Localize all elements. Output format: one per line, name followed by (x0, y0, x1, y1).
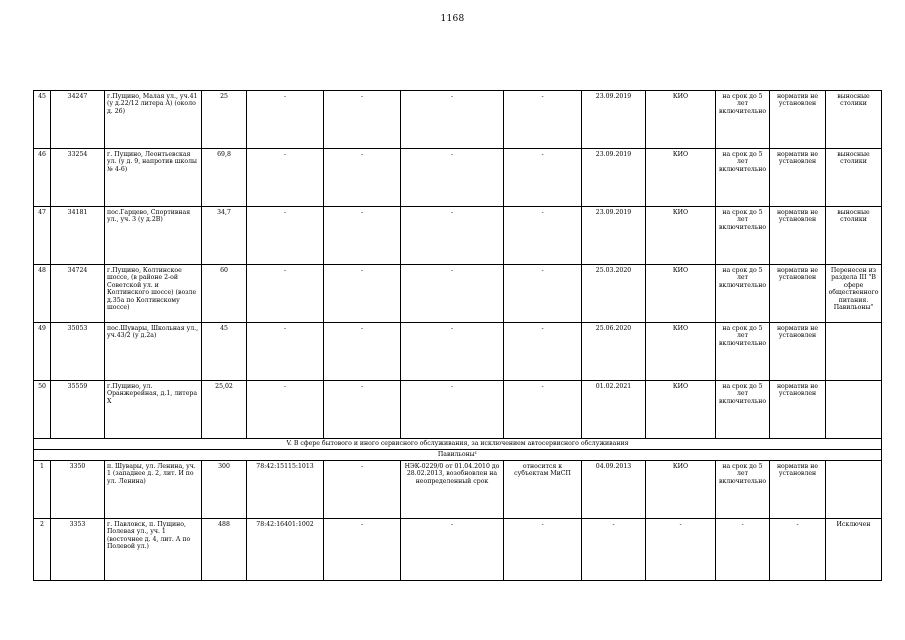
row-type: КИО (646, 91, 716, 149)
row-purpose: выносные столики (826, 207, 882, 265)
row-area: 25 (202, 91, 247, 149)
row-contract: - (401, 91, 504, 149)
row-col6: - (324, 381, 401, 439)
row-number: 47 (34, 207, 51, 265)
row-cadastral: - (247, 149, 324, 207)
row-col6: - (324, 519, 401, 581)
row-col6: - (324, 461, 401, 519)
row-area: 25,02 (202, 381, 247, 439)
row-number: 49 (34, 323, 51, 381)
row-id: 35559 (51, 381, 105, 439)
row-smb: - (504, 207, 582, 265)
row-cadastral: 78:42:15115:1013 (247, 461, 324, 519)
row-number: 45 (34, 91, 51, 149)
row-term: на срок до 5 лет включительно (716, 207, 770, 265)
row-purpose: Перенесен из раздела III "В сфере общественного питания. Павильоны" (826, 265, 882, 323)
row-contract: - (401, 207, 504, 265)
row-cadastral: - (247, 381, 324, 439)
row-col6: - (324, 149, 401, 207)
subsection-title: Павильоны¹ (34, 450, 882, 461)
row-col6: - (324, 323, 401, 381)
subsection-header-row (34, 450, 882, 461)
row-smb: - (504, 91, 582, 149)
row-date: 23.09.2019 (582, 149, 646, 207)
row-date: 25.06.2020 (582, 323, 646, 381)
row-type: - (646, 519, 716, 581)
row-purpose (826, 323, 882, 381)
table-row (34, 149, 882, 207)
row-id: 3353 (51, 519, 105, 581)
row-address: пос.Гарцево, Спортивная ул., уч. 3 (у д.2В) (105, 207, 202, 265)
row-term: - (716, 519, 770, 581)
row-norm: норматив не установлен (770, 265, 826, 323)
row-cadastral: - (247, 207, 324, 265)
table-row (34, 381, 882, 439)
row-purpose: выносные столики (826, 149, 882, 207)
row-smb: - (504, 323, 582, 381)
row-type: КИО (646, 461, 716, 519)
table-row (34, 265, 882, 323)
row-contract: - (401, 149, 504, 207)
row-smb: - (504, 381, 582, 439)
row-date: 04.09.2013 (582, 461, 646, 519)
row-term: на срок до 5 лет включительно (716, 265, 770, 323)
row-type: КИО (646, 149, 716, 207)
row-type: КИО (646, 207, 716, 265)
row-id: 35053 (51, 323, 105, 381)
row-col6: - (324, 207, 401, 265)
row-contract: НЭК-0229/0 от 01.04.2010 до 28.02.2013, возобновлен на неопределенный срок (401, 461, 504, 519)
row-norm: норматив не установлен (770, 381, 826, 439)
row-type: КИО (646, 381, 716, 439)
row-contract: - (401, 519, 504, 581)
row-purpose (826, 381, 882, 439)
row-cadastral: - (247, 91, 324, 149)
row-contract: - (401, 265, 504, 323)
row-norm: норматив не установлен (770, 207, 826, 265)
section-header-row (34, 439, 882, 450)
row-date: - (582, 519, 646, 581)
row-number: 48 (34, 265, 51, 323)
row-smb: относится к субъектам МиСП (504, 461, 582, 519)
row-date: 25.03.2020 (582, 265, 646, 323)
row-id: 34181 (51, 207, 105, 265)
page-number: 1168 (440, 14, 465, 24)
row-cadastral: 78:42:16401:1002 (247, 519, 324, 581)
row-norm: норматив не установлен (770, 461, 826, 519)
row-address: г.Пущино, ул. Оранжерейная, д.1, литера Х (105, 381, 202, 439)
row-address: г.Пущино, Малая ул., уч.41 (у д.22/12 литера А) (около д. 26) (105, 91, 202, 149)
row-area: 300 (202, 461, 247, 519)
table-row (34, 323, 882, 381)
row-number: 2 (34, 519, 51, 581)
row-date: 01.02.2021 (582, 381, 646, 439)
row-date: 23.09.2019 (582, 91, 646, 149)
row-term: на срок до 5 лет включительно (716, 91, 770, 149)
row-purpose (826, 461, 882, 519)
row-contract: - (401, 381, 504, 439)
row-id: 3350 (51, 461, 105, 519)
row-smb: - (504, 149, 582, 207)
table-row (34, 461, 882, 519)
row-norm: норматив не установлен (770, 149, 826, 207)
row-term: на срок до 5 лет включительно (716, 381, 770, 439)
row-number: 50 (34, 381, 51, 439)
row-purpose: Исключен (826, 519, 882, 581)
row-norm: норматив не установлен (770, 323, 826, 381)
row-area: 60 (202, 265, 247, 323)
row-id: 34724 (51, 265, 105, 323)
row-cadastral: - (247, 265, 324, 323)
row-address: г.Пущино, Колтинское шоссе, (в районе 2-ой Советской ул. и Колтинского шоссе) (возле д.35а по Колтинскому шоссе) (105, 265, 202, 323)
row-id: 34247 (51, 91, 105, 149)
row-purpose: выносные столики (826, 91, 882, 149)
table-row (34, 207, 882, 265)
row-col6: - (324, 265, 401, 323)
row-area: 45 (202, 323, 247, 381)
row-address: г. Павловск, п. Пущино, Полевая ул., уч. 1 (восточнее д. 4, лит. А по Полевой ул.) (105, 519, 202, 581)
table-row (34, 91, 882, 149)
row-cadastral: - (247, 323, 324, 381)
row-col6: - (324, 91, 401, 149)
row-type: КИО (646, 323, 716, 381)
row-address: п. Шувары, ул. Ленина, уч. 1 (западнее д. 2, лит. И по ул. Ленина) (105, 461, 202, 519)
row-address: пос.Шувары, Школьная ул., уч.43/2 (у д.2а) (105, 323, 202, 381)
row-smb: - (504, 519, 582, 581)
row-address: г. Пущино, Леонтьевская ул. (у д. 9, напротив школы № 4-6) (105, 149, 202, 207)
row-area: 488 (202, 519, 247, 581)
row-norm: норматив не установлен (770, 91, 826, 149)
table-row (34, 519, 882, 581)
row-term: на срок до 5 лет включительно (716, 323, 770, 381)
row-id: 33254 (51, 149, 105, 207)
row-smb: - (504, 265, 582, 323)
row-norm: - (770, 519, 826, 581)
row-term: на срок до 5 лет включительно (716, 149, 770, 207)
section-title: V. В сфере бытового и иного сервисного обслуживания, за исключением автосервисного обслуживания (34, 439, 882, 450)
row-number: 1 (34, 461, 51, 519)
row-term: на срок до 5 лет включительно (716, 461, 770, 519)
row-number: 46 (34, 149, 51, 207)
row-area: 34,7 (202, 207, 247, 265)
row-date: 23.09.2019 (582, 207, 646, 265)
registry-table (33, 90, 882, 581)
row-area: 69,8 (202, 149, 247, 207)
row-type: КИО (646, 265, 716, 323)
row-contract: - (401, 323, 504, 381)
